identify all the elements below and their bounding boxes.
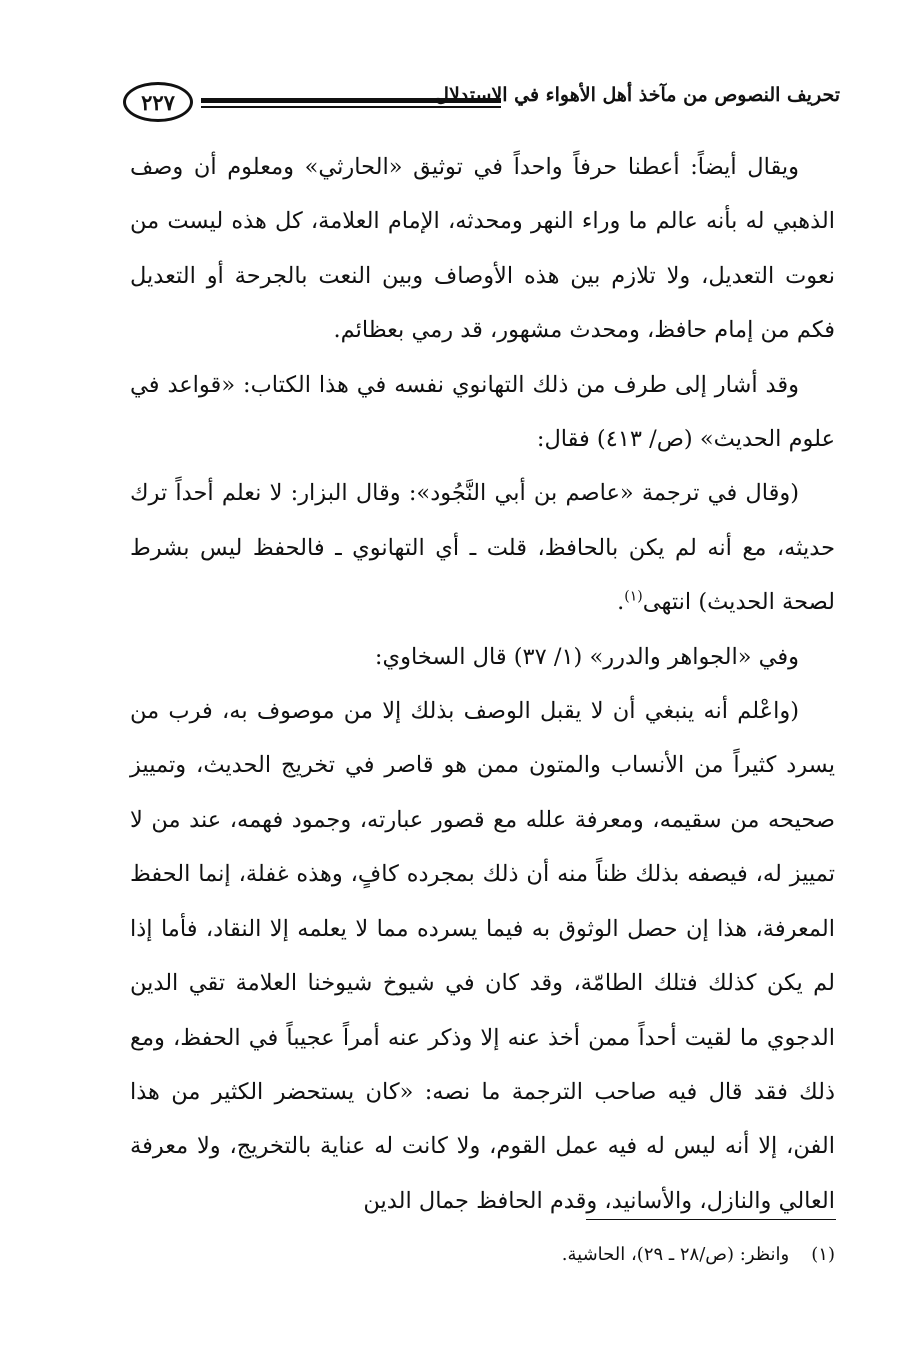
page-number-badge: [123, 82, 193, 122]
footnote-number: (١): [811, 1244, 835, 1265]
quoted-paragraph: (واعْلم أنه ينبغي أن لا يقبل الوصف بذلك إلا من موصوف به، فرب من يسرد كثيراً من الأنساب والمتون ممن هو قاصر في تخريج الحديث، وتمييز صحيحه من سقيمه، ومعرفة علله مع قصور عبارته، وجمود فهمه، عند من لا تمييز له، فيصفه بذلك ظناً منه أن ذلك بمجرده كافٍ، وهذه غفلة، إنما الحفظ المعرفة، هذا إن حصل الوثوق به فيما يسرده مما لا يعلمه إلا النقاد، فأما إذا لم يكن كذلك فتلك الطامّة، وقد كان في شيوخ شيوخنا العلامة تقي الدين الدجوي ما لقيت أحداً ممن أخذ عنه إلا وذكر عنه أمراً عجيباً في الحفظ، ومع ذلك فقد قال فيه صاحب الترجمة ما نصه: «كان يستحضر الكثير من هذا الفن، إلا أنه ليس له فيه عمل القوم، ولا كانت له عناية بالتخريج، ولا معرفة العالي والنازل، والأسانيد، وقدم الحافظ جمال الدين: [130, 698, 835, 1214]
page-header: [105, 78, 840, 130]
running-title: تحريف النصوص من مآخذ أهل الأهواء في الاستدلال: [435, 84, 840, 106]
footnote-text: وانظر: (ص/٢٨ ـ ٢٩)، الحاشية.: [561, 1244, 790, 1265]
footnote-reference: (١): [624, 588, 643, 605]
paragraph: ويقال أيضاً: أعطنا حرفاً واحداً في توثيق «الحارثي» ومعلوم أن وصف الذهبي له بأنه عالم ما وراء النهر ومحدثه، الإمام العلامة، كل هذه ليست من نعوت التعديل، ولا تلازم بين هذه الأوصاف وبين النعت بالجرحة أو التعديل فكم من إمام حافظ، ومحدث مشهور، قد رمي بعظائم.: [130, 154, 835, 344]
quoted-paragraph: (وقال في ترجمة «عاصم بن أبي النَّجُود»: وقال البزار: لا نعلم أحداً ترك حديثه، مع أنه لم يكن بالحافظ، قلت ـ أي التهانوي ـ فالحفظ ليس بشرط لصحة الحديث) انتهى$^{(١)}$.: [130, 480, 835, 616]
page-number: ٢٢٧: [141, 89, 175, 115]
quote-text: (وقال في ترجمة «عاصم بن أبي النَّجُود»: وقال البزار: لا نعلم أحداً ترك حديثه، مع أنه لم يكن بالحافظ، قلت ـ أي التهانوي ـ فالحفظ ليس بشرط لصحة الحديث) انتهى: [130, 480, 835, 616]
header-rule-thin: [201, 106, 501, 108]
footnote: [135, 1240, 835, 1270]
footnote-divider: [586, 1219, 836, 1220]
paragraph: وفي «الجواهر والدرر» (١/ ٣٧) قال السخاوي:: [374, 643, 799, 670]
paragraph: وقد أشار إلى طرف من ذلك التهانوي نفسه في هذا الكتاب: «قواعد في علوم الحديث» (ص/ ٤١٣) فقال:: [130, 371, 835, 453]
main-text: [130, 140, 835, 1228]
